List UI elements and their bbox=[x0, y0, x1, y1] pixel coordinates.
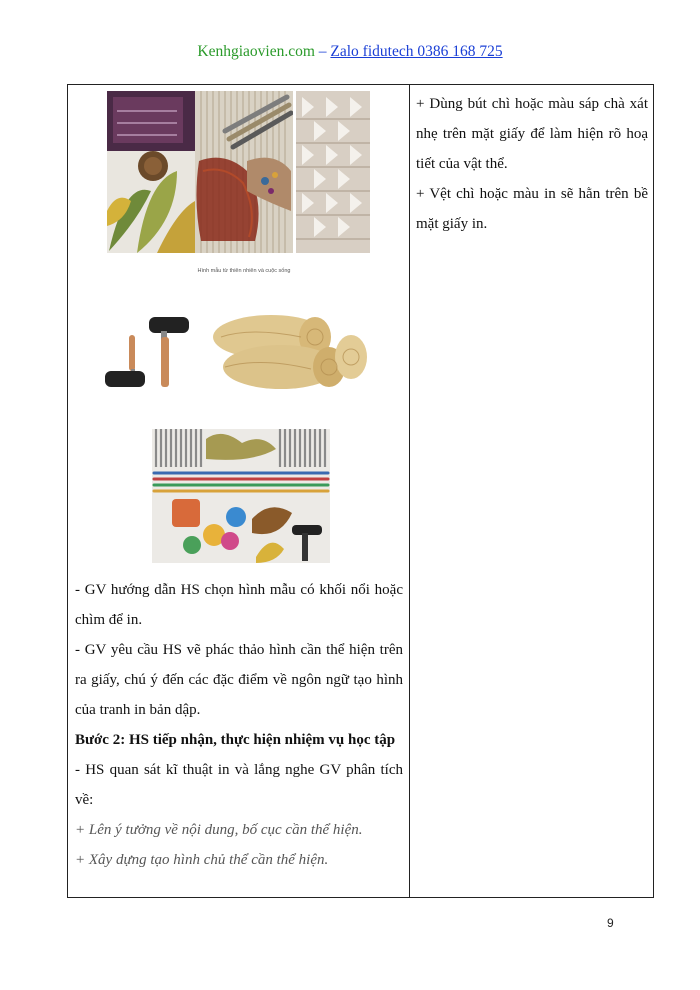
site-name: Kenhgiaovien.com bbox=[197, 43, 315, 60]
contact-link[interactable]: Zalo fidutech 0386 168 725 bbox=[330, 43, 503, 60]
image-collage bbox=[68, 85, 409, 565]
left-column-text bbox=[75, 575, 403, 875]
expected-result-2: + Vệt chì hoặc màu in sẽ hằn trên bề mặt giấy in. bbox=[416, 186, 648, 232]
content-table bbox=[67, 84, 654, 898]
right-column-text bbox=[416, 89, 648, 239]
student-activity: - HS quan sát kĩ thuật in và lắng nghe GV phân tích về: bbox=[75, 762, 403, 808]
expected-result-1: + Dùng bút chì hoặc màu sáp chà xát nhẹ trên mặt giấy để làm hiện rõ hoạ tiết của vật thể. bbox=[416, 96, 648, 172]
header-separator: – bbox=[314, 43, 331, 60]
activity-item-1: + Lên ý tưởng về nội dung, bố cục cần thể hiện. bbox=[75, 822, 363, 838]
page-number: 9 bbox=[607, 916, 614, 930]
lattice-panel-image bbox=[296, 91, 370, 253]
page-header bbox=[0, 43, 700, 61]
step-2-heading: Bước 2: HS tiếp nhận, thực hiện nhiệm vụ học tập bbox=[75, 732, 396, 748]
activity-item-2: + Xây dựng tạo hình chủ thể cần thể hiện. bbox=[75, 852, 329, 868]
pencils-loofah-mesh-image bbox=[195, 91, 293, 253]
printing-materials-image bbox=[152, 429, 330, 563]
loofah-sponges-image bbox=[211, 307, 369, 393]
ink-rollers-image bbox=[101, 311, 209, 393]
image-caption: Hình mẫu từ thiên nhiên và cuộc sống bbox=[197, 268, 291, 274]
leaves-pinecone-image bbox=[107, 91, 195, 253]
column-divider bbox=[409, 85, 410, 897]
teacher-guidance-1: - GV hướng dẫn HS chọn hình mẫu có khối nổi hoặc chìm để in. bbox=[75, 582, 403, 628]
teacher-guidance-2: - GV yêu cầu HS vẽ phác thảo hình cần thể hiện trên ra giấy, chú ý đến các đặc điểm về ngôn ngữ tạo hình của tranh in bản dập. bbox=[75, 642, 403, 718]
